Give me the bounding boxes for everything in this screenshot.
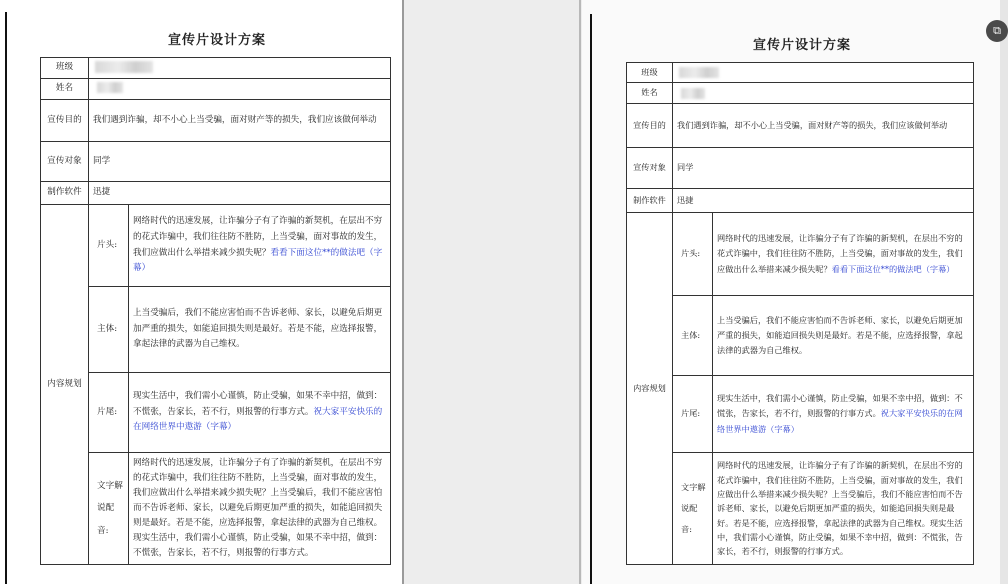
content-label: 内容规划: [627, 213, 673, 565]
ending-label: 片尾:: [673, 376, 713, 453]
plan-table: [40, 57, 391, 565]
page-divider: [579, 0, 581, 584]
ending-highlight: 祝大家平安快乐的在网络世界中遨游（字幕）: [717, 408, 963, 434]
page-divider: [402, 0, 404, 584]
opening-text: 网络时代的迅速发展，让诈骗分子有了诈骗的新契机，在层出不穷的花式诈骗中，我们往往防不胜防，上当受骗，面对事故的发生，我们应做出什么举措来减少损失呢？: [133, 215, 383, 258]
purpose-value: 我们遇到诈骗，却不小心上当受骗，面对财产等的损失，我们应该做何举动: [673, 104, 974, 148]
ending-text: 现实生活中，我们需小心谨慎，防止受骗，如果不幸中招，做到：不慌张，告家长，若不行，则报警的行事方式。: [717, 393, 963, 419]
purpose-value: 我们遇到诈骗，却不小心上当受骗，面对财产等的损失，我们应该做何举动: [89, 100, 391, 142]
body-text: 上当受骗后，我们不能应害怕而不告诉老师、家长，以避免后期更加严重的损失，如能追回损失则是最好。若是不能，应选择报警，拿起法律的武器为自己维权。: [129, 287, 391, 373]
audience-label: 宣传对象: [41, 142, 89, 182]
opening-cell: [713, 213, 974, 296]
software-value: 迅捷: [673, 189, 974, 213]
body-text: 上当受骗后，我们不能应害怕而不告诉老师、家长，以避免后期更加严重的损失，如能追回损失则是最好。若是不能，应选择报警，拿起法律的武器为自己维权。: [713, 296, 974, 376]
narration-text: 网络时代的迅速发展，让诈骗分子有了诈骗的新契机，在层出不穷的花式诈骗中，我们往往防不胜防，上当受骗，面对事故的发生，我们应做出什么举措来减少损失呢？上当受骗后，我们不能应害怕而不告诉老师、家长，以避免后期更加严重的损失，如能追回损失则是最好。若是不能，应选择报警，拿起法律的武器为自己维权。现实生活中，我们需小心谨慎，防止受骗，如果不幸中招，做到：不慌张，告家长，若不行，则报警的行事方式。: [713, 453, 974, 565]
software-label: 制作软件: [41, 182, 89, 205]
page-gap: [402, 0, 582, 584]
narration-label: 文字解 说配音:: [673, 453, 713, 565]
content-label: 内容规划: [41, 205, 89, 565]
name-value: [89, 79, 391, 100]
purpose-label: 宣传目的: [627, 104, 673, 148]
audience-label: 宣传对象: [627, 148, 673, 189]
page-edge-line: [5, 12, 7, 584]
ending-label: 片尾:: [89, 373, 129, 453]
opening-label: 片头:: [89, 205, 129, 287]
opening-label: 片头:: [673, 213, 713, 296]
ending-text: 现实生活中，我们需小心谨慎，防止受骗，如果不幸中招，做到：不慌张，告家长，若不行，则报警的行事方式。: [133, 390, 383, 417]
name-value: [673, 83, 974, 104]
name-label: 姓名: [41, 79, 89, 100]
page-edge-line: [590, 14, 592, 584]
class-value: [673, 63, 974, 83]
opening-text: 网络时代的迅速发展，让诈骗分子有了诈骗的新契机，在层出不穷的花式诈骗中，我们往往防不胜防，上当受骗，面对事故的发生，我们应做出什么举措来减少损失呢？: [717, 233, 963, 274]
body-label: 主体:: [673, 296, 713, 376]
narration-label: 文字解 说配音:: [89, 453, 129, 565]
ending-cell: [129, 373, 391, 453]
ending-highlight: 祝大家平安快乐的在网络世界中遨游（字幕）: [133, 406, 383, 433]
page-title: 宣传片设计方案: [753, 38, 852, 53]
opening-highlight: 看看下面这位**的做法吧（字幕）: [831, 263, 955, 274]
body-label: 主体:: [89, 287, 129, 373]
plan-table: [626, 62, 974, 565]
external-link-icon[interactable]: ⧉: [986, 20, 1008, 42]
class-label: 班级: [41, 58, 89, 79]
software-value: 迅捷: [89, 182, 391, 205]
name-label: 姓名: [627, 83, 673, 104]
audience-value: 同学: [673, 148, 974, 189]
class-value: [89, 58, 391, 79]
software-label: 制作软件: [627, 189, 673, 213]
class-label: 班级: [627, 63, 673, 83]
audience-value: 同学: [89, 142, 391, 182]
narration-text: 网络时代的迅速发展，让诈骗分子有了诈骗的新契机，在层出不穷的花式诈骗中，我们往往防不胜防，上当受骗，面对事故的发生，我们应做出什么举措来减少损失呢？上当受骗后，我们不能应害怕而不告诉老师、家长，以避免后期更加严重的损失，如能追回损失则是最好。若是不能，应选择报警，拿起法律的武器为自己维权。现实生活中，我们需小心谨慎，防止受骗，如果不幸中招，做到：不慌张，告家长，若不行，则报警的行事方式。: [129, 453, 391, 565]
purpose-label: 宣传目的: [41, 100, 89, 142]
opening-cell: [129, 205, 391, 287]
ending-cell: [713, 376, 974, 453]
opening-highlight: 看看下面这位**的做法吧（字幕）: [133, 247, 383, 274]
page-title: 宣传片设计方案: [168, 33, 267, 48]
